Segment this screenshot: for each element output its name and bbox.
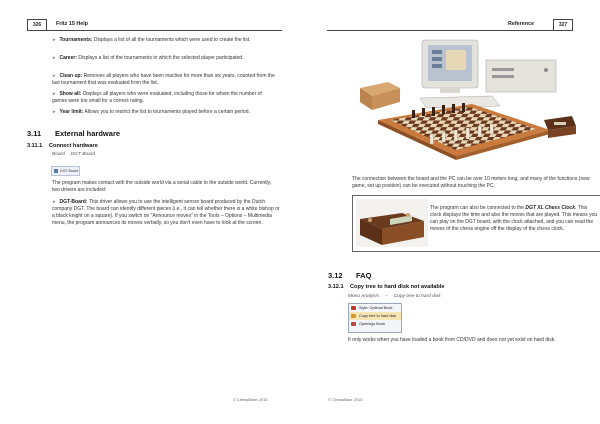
entry-show-all: ► Show all: Displays all players who were evaluated, including those for whom the number of games were too small for a correct rating. xyxy=(52,91,262,104)
photo-caption: The connection between the board and the PC can be over 10 meters long, and many of the functions (new game, set up position) can be executed without touching the PC. xyxy=(352,176,590,189)
bullet-triangle-icon: ► xyxy=(52,37,57,42)
wooden-box-illustration xyxy=(360,82,400,110)
clock-info-box xyxy=(352,195,600,252)
page-number: 327 xyxy=(553,19,573,31)
bullet-triangle-icon: ► xyxy=(52,199,57,204)
menu-item-openings-book[interactable]: Openings Book xyxy=(349,320,401,328)
pc-case-illustration xyxy=(486,60,556,92)
entry-career: ► Career: Displays a list of the tournaments in which the selected player participated. xyxy=(52,55,244,61)
bullet-triangle-icon: ► xyxy=(52,55,57,60)
dgt-board-button[interactable]: DGT Board xyxy=(51,166,80,176)
entry-year-limit: ► Year limit: Allows you to restrict the list to tournaments played before a certain period. xyxy=(52,109,250,115)
header-title: Fritz 15 Help xyxy=(56,21,89,27)
book-menu-screenshot xyxy=(348,303,402,333)
copy-tree-icon xyxy=(351,314,356,318)
section-heading-faq: 3.12 FAQ xyxy=(328,271,372,280)
page-number: 326 xyxy=(27,19,47,31)
header-rule xyxy=(327,30,571,31)
menu-path: Board DGT Board xyxy=(52,152,96,157)
footer: © ChessBase 2015 xyxy=(328,397,363,402)
faq-paragraph: It only works when you have loaded a book from CD/DVD and does not yet exist on hard disk. xyxy=(348,337,556,343)
menu-item-copy-tree[interactable]: Copy tree to hard disk xyxy=(349,312,401,320)
entry-clean-up: ► Clean up: Removes all players who have been inactive for more than six years, counted from the last tournament that was evaluated from the list. xyxy=(52,73,275,86)
openings-book-icon xyxy=(351,322,356,326)
footer: © ChessBase 2015 xyxy=(233,397,268,402)
chess-clock-photo xyxy=(356,199,428,247)
dgt-hardware-photo xyxy=(360,38,580,168)
monitor-illustration xyxy=(422,40,478,93)
header-title: Reference xyxy=(508,21,535,27)
subsection-heading-connect-hardware: 3.11.1 Connect hardware xyxy=(27,143,98,149)
menu-path: Menu Analysis – Copy tree to hard disk xyxy=(348,294,441,299)
dgt-board-icon xyxy=(54,169,58,173)
clock-description: The program can also be connected to the DGT XL Chess Clock. This clock displays the time and also the moves that are played. This means you can play on the DGT board, with the clock attached, and you can read the moves of the chess engine off the display of the chess clock. xyxy=(430,205,598,232)
book-style-icon xyxy=(351,306,356,310)
menu-item-style-optimal-book[interactable]: Style: Optimal Book xyxy=(349,304,401,312)
bullet-triangle-icon: ► xyxy=(52,109,57,114)
paragraph-serial-cable: The program makes contact with the outside world via a serial cable to the outside world. Currently, two drivers are included: xyxy=(52,180,272,193)
bullet-triangle-icon: ► xyxy=(52,73,57,78)
subsection-heading-copy-tree: 3.12.1 Copy tree to hard disk not available xyxy=(328,284,445,290)
header-rule xyxy=(27,30,282,31)
entry-tournaments: ► Tournaments: Displays a list of all the tournaments which were used to create the list. xyxy=(52,37,251,43)
chessboard-illustration xyxy=(378,104,550,160)
section-heading-external-hardware: 3.11 External hardware xyxy=(27,129,121,138)
chess-clock-illustration xyxy=(544,116,576,138)
entry-dgt-board: ► DGT-Board: This driver allows you to use the intelligent sensor board produced by the Dutch company DGT. The board can identify different pieces (i.e., it can tell whether there is a white bishop or a black knight on a square). If you switch on "Announce moves" in the Tools – Options – Multimedia menu, the program announces its moves verbally, so you don't even have to look at the screen. xyxy=(52,199,280,226)
bullet-triangle-icon: ► xyxy=(52,91,57,96)
